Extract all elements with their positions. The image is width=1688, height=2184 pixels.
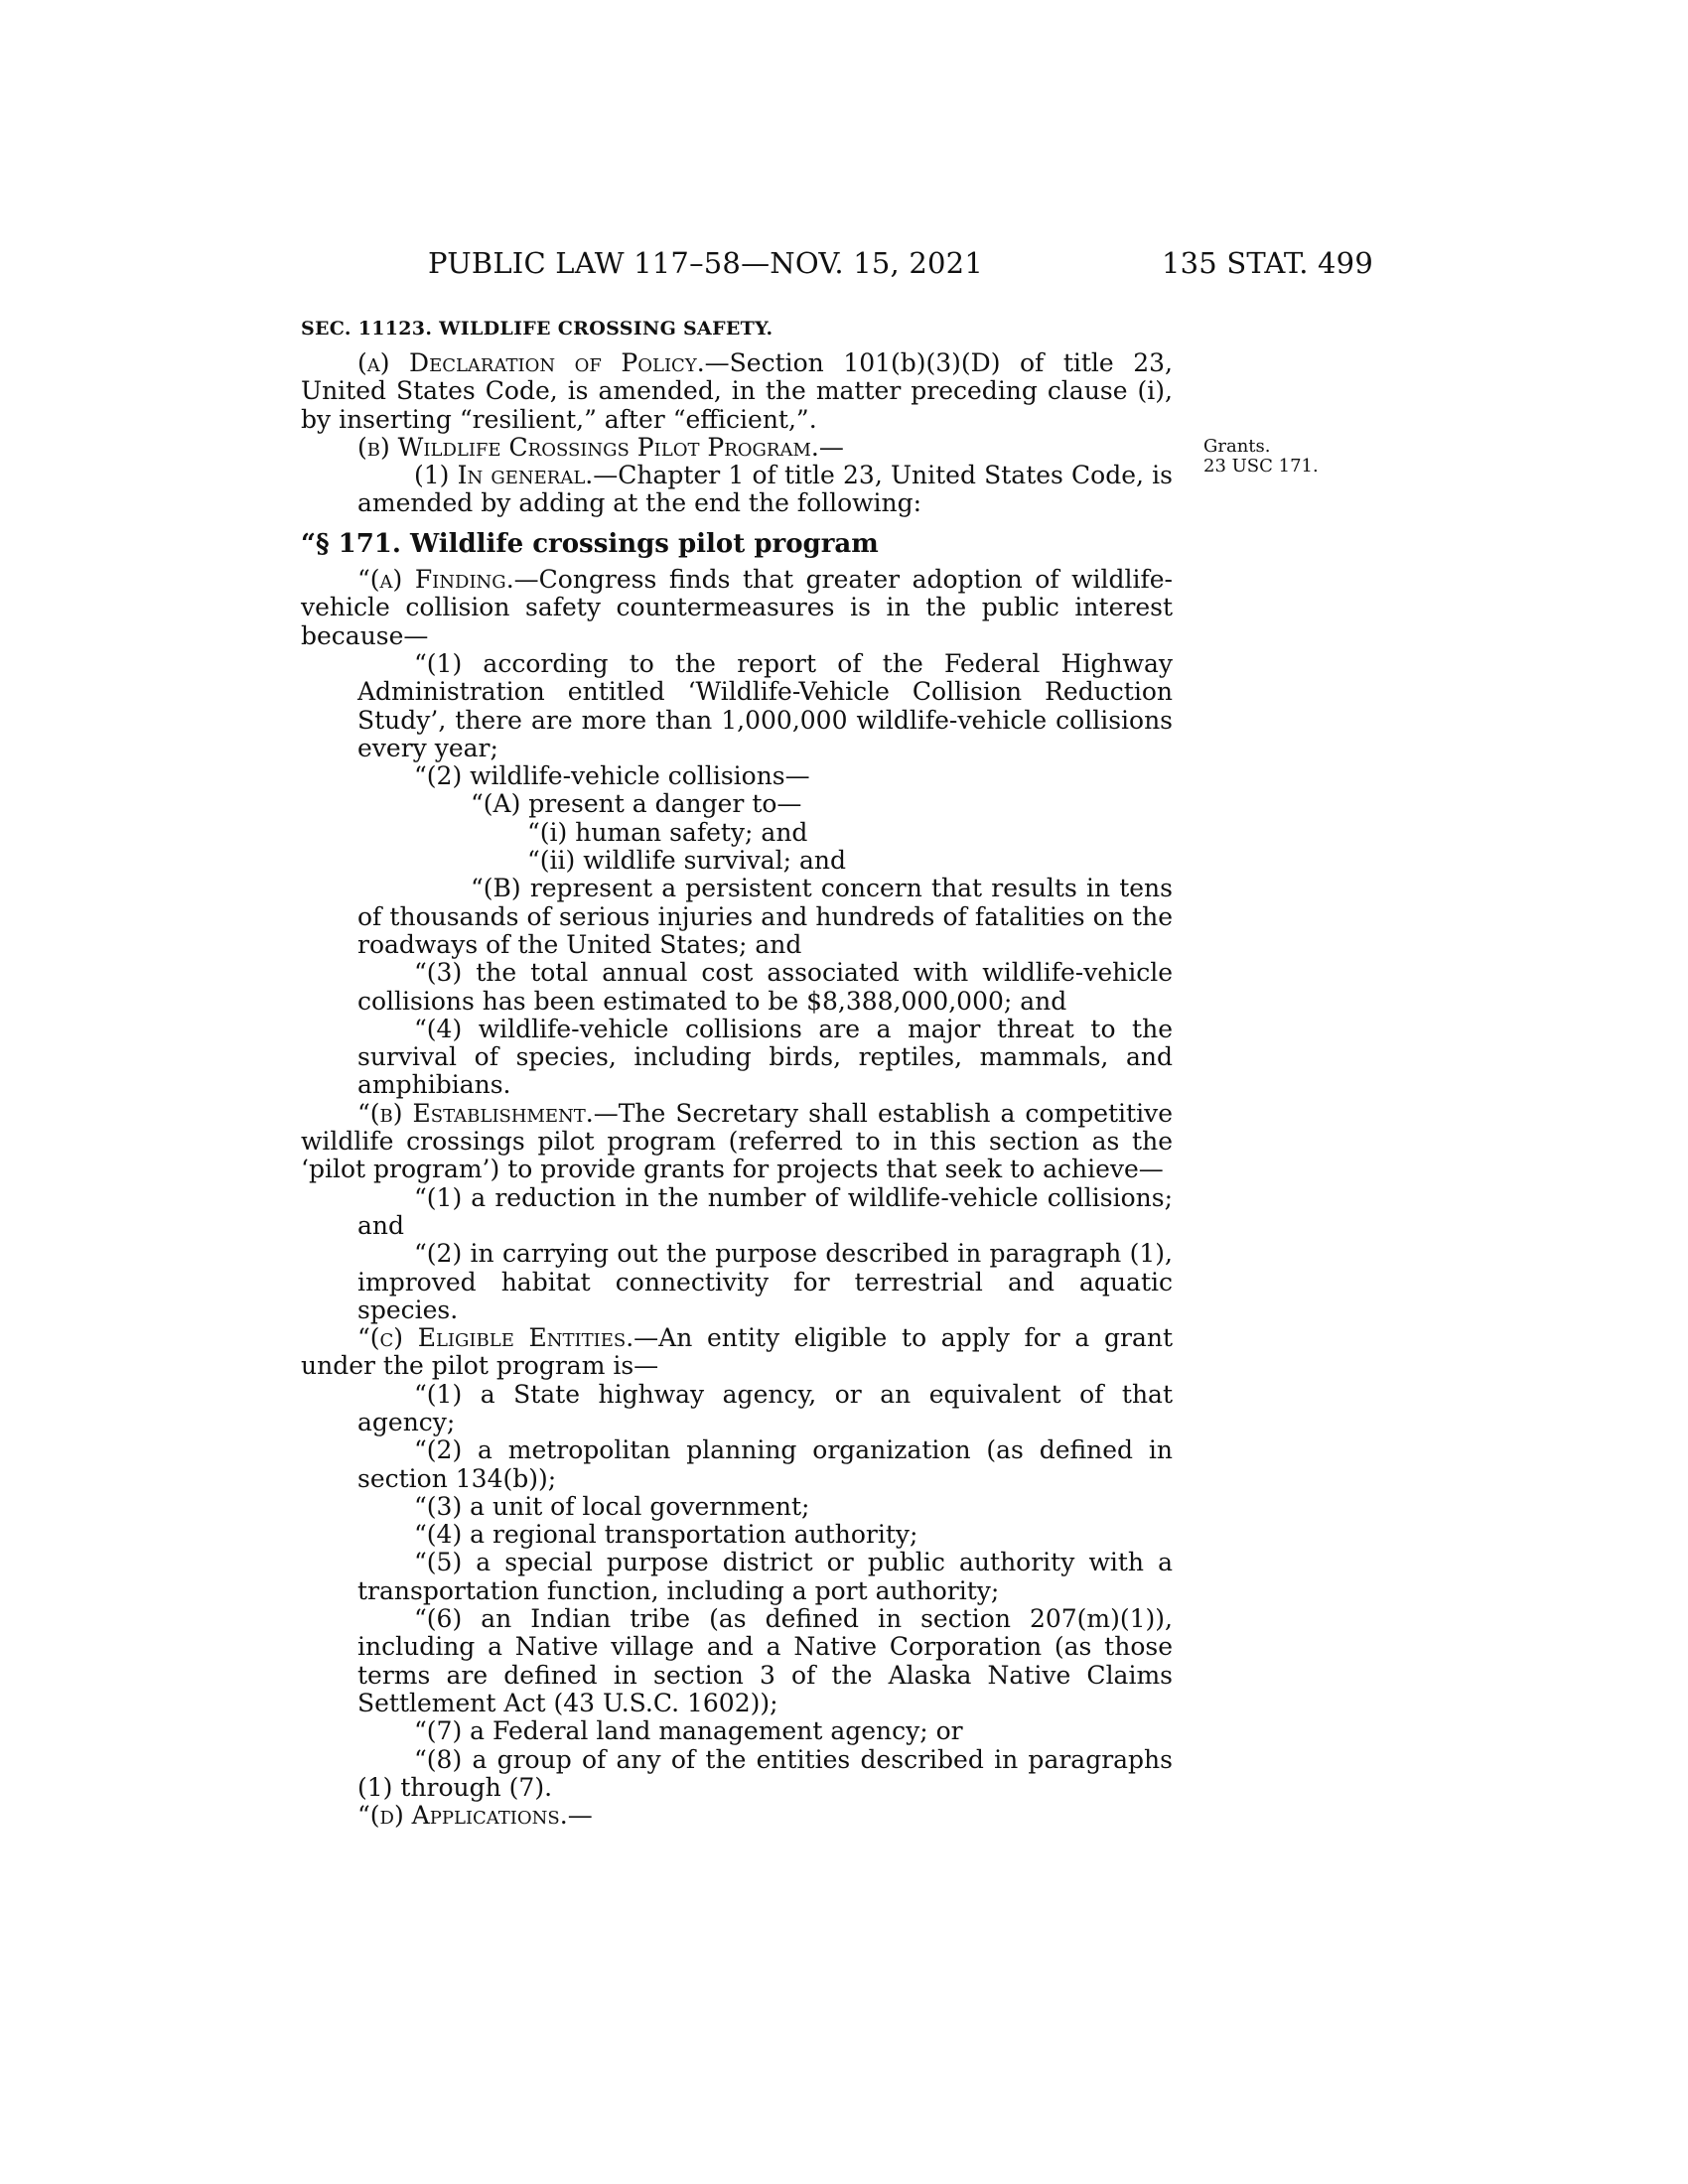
paragraph-171c5: “(5) a special purpose district or public authority with a transportation function, including a port authority; [357, 1548, 1173, 1605]
subsection-label: “(b) Establishment. [357, 1098, 594, 1128]
subsection-label: “(d) Applications. [357, 1801, 568, 1831]
subsection-label: (b) Wildlife Crossings Pilot Program. [357, 432, 819, 462]
paragraph-171a2a-ii: “(ii) wildlife survival; and [527, 846, 847, 876]
paragraph-171c8: “(8) a group of any of the entities described in paragraphs (1) through (7). [357, 1744, 1173, 1802]
paragraph-171a4: “(4) wildlife-vehicle collisions are a major threat to the survival of species, including birds, reptiles, mammals, and amphibians. [357, 1014, 1173, 1100]
subsection-label: “(a) Finding. [357, 565, 514, 595]
paragraph-171c1: “(1) a State highway agency, or an equivalent of that agency; [357, 1379, 1173, 1436]
section-171-heading: “§ 171. Wildlife crossings pilot program [301, 528, 879, 559]
paragraph-171c4: “(4) a regional transportation authority; [414, 1520, 918, 1550]
section-heading: SEC. 11123. WILDLIFE CROSSING SAFETY. [301, 318, 774, 340]
paragraph-171a1: “(1) according to the report of the Federal Highway Administration entitled ‘Wildlife-Vehicle Collision Reduction Study’, there are more than 1,000,000 wildlife-vehicle collisions every year; [357, 648, 1173, 762]
paragraph-171b-establishment [301, 1100, 1173, 1184]
paragraph-171b1: “(1) a reduction in the number of wildlife-vehicle collisions; and [357, 1182, 1173, 1240]
paragraph-b-pilot-program [301, 434, 1173, 462]
paragraph-text: — [818, 432, 844, 462]
paragraph-text: —The Secretary shall establish a competitive wildlife crossings pilot program (referred to in this section as the ‘pilot program’) to provide grants for projects that seek to achieve— [301, 1098, 1173, 1184]
paragraph-171c7: “(7) a Federal land management agency; or [414, 1716, 963, 1746]
margin-note [1203, 437, 1319, 477]
document-body [301, 349, 1173, 1830]
header-title: PUBLIC LAW 117–58—NOV. 15, 2021 [428, 246, 983, 280]
paragraph-171c6: “(6) an Indian tribe (as defined in section 207(m)(1)), including a Native village and a Native Corporation (as those terms are defined in section 3 of the Alaska Native Claims Settlement Act (43 U.S.C. 1602)); [357, 1604, 1173, 1717]
paragraph-171c-eligible-entities [301, 1324, 1173, 1381]
paragraph-171a2b: “(B) represent a persistent concern that results in tens of thousands of serious injuries and hundreds of fatalities on the roadways of the United States; and [357, 874, 1173, 959]
subsection-label: (a) Declaration of Policy. [357, 348, 705, 377]
paragraph-171a-finding [301, 566, 1173, 650]
paragraph-171b2: “(2) in carrying out the purpose described in paragraph (1), improved habitat connectivity for terrestrial and aquatic species. [357, 1239, 1173, 1324]
paragraph-171c2: “(2) a metropolitan planning organization (as defined in section 134(b)); [357, 1435, 1173, 1493]
paragraph-text: —Chapter 1 of title 23, United States Code, is amended by adding at the end the following: [357, 461, 1173, 518]
header-stat-page: 135 STAT. 499 [1161, 246, 1373, 280]
paragraph-171a3: “(3) the total annual cost associated with wildlife-vehicle collisions has been estimated to be $8,388,000,000; and [357, 958, 1173, 1016]
paragraph-171d-applications [301, 1802, 1173, 1830]
paragraph-171a2: “(2) wildlife-vehicle collisions— [414, 761, 810, 791]
subsection-label: (1) In general. [414, 461, 594, 490]
paragraph-text: —Congress finds that greater adoption of wildlife-vehicle collision safety countermeasures is in the public interest because— [301, 565, 1173, 650]
page-header [301, 246, 1373, 286]
paragraph-a-declaration [301, 349, 1173, 434]
paragraph-text: —Section 101(b)(3)(D) of title 23, United States Code, is amended, in the matter preceding clause (i), by inserting “resilient,” after “efficient,”. [301, 348, 1173, 434]
paragraph-171a2a: “(A) present a danger to— [471, 789, 802, 819]
margin-note-grants: Grants. [1203, 436, 1271, 457]
margin-note-usc: 23 USC 171. [1203, 456, 1319, 477]
paragraph-171a2a-i: “(i) human safety; and [527, 817, 808, 847]
paragraph-b1-in-general [301, 462, 1173, 518]
paragraph-text: — [567, 1801, 593, 1831]
subsection-label: “(c) Eligible Entities. [357, 1323, 634, 1353]
paragraph-text: —An entity eligible to apply for a grant under the pilot program is— [301, 1323, 1173, 1381]
paragraph-171c3: “(3) a unit of local government; [414, 1491, 810, 1521]
